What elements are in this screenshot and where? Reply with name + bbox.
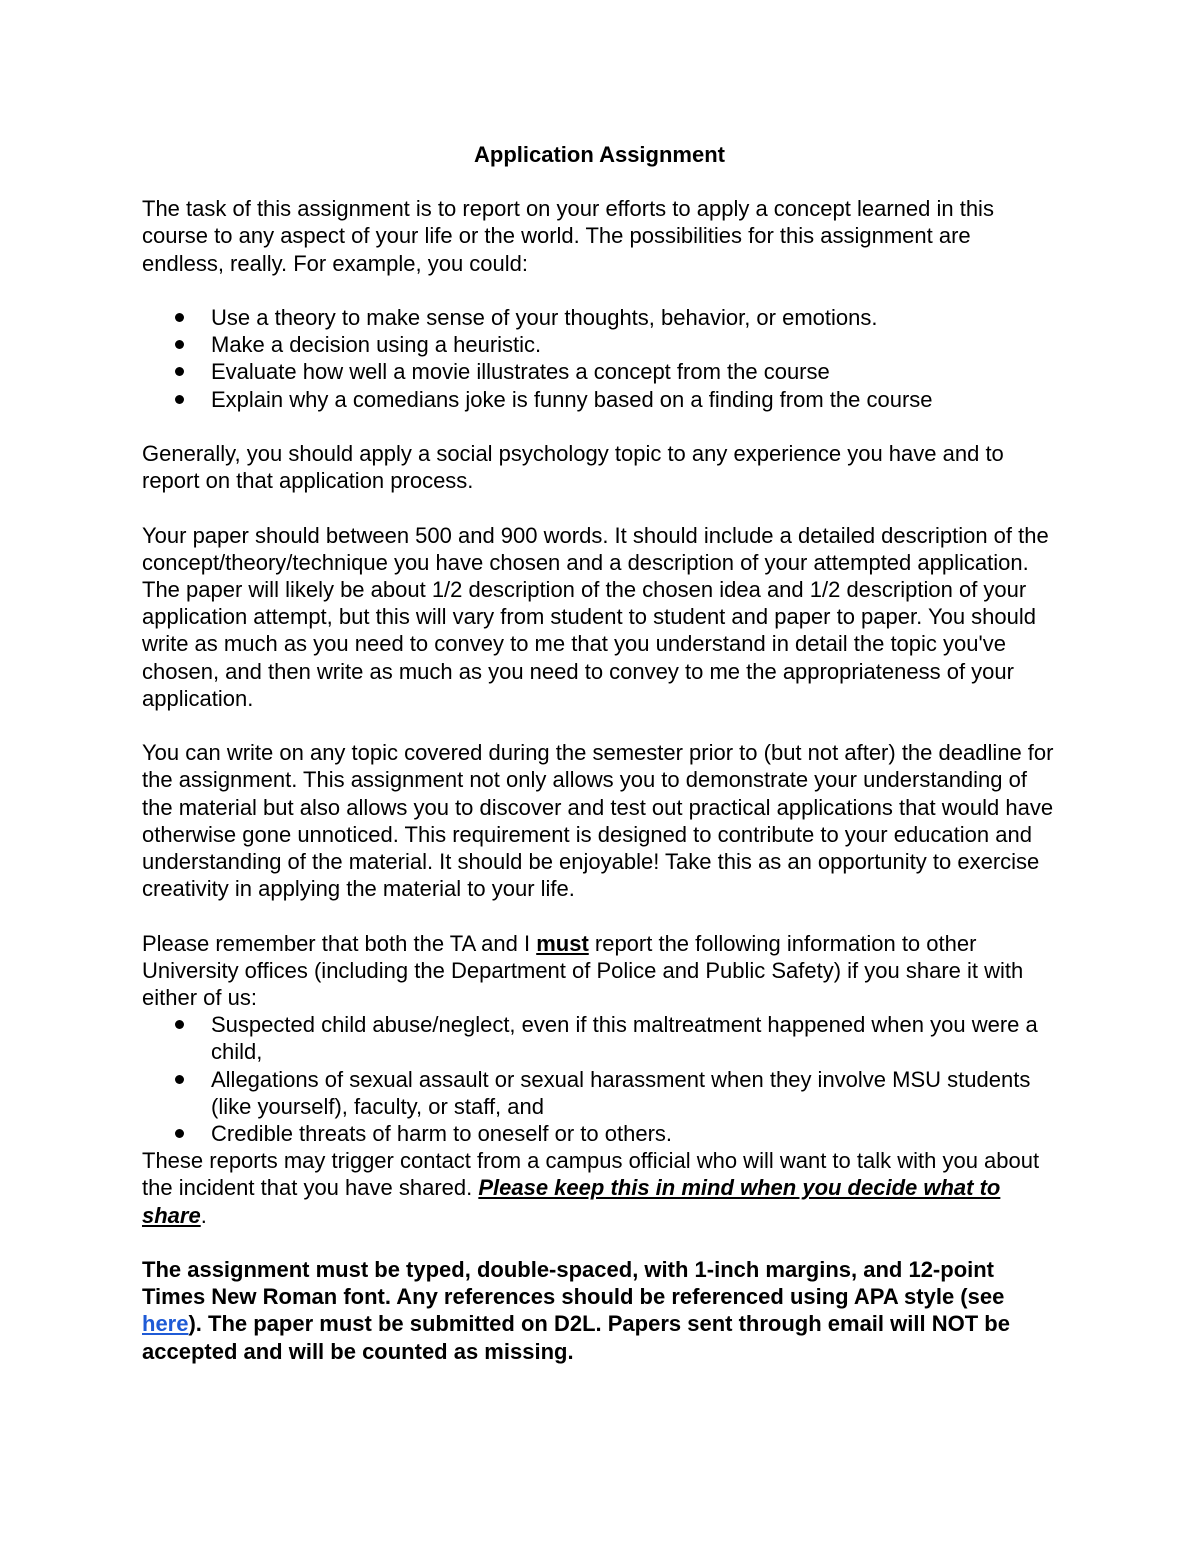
- bullet-icon: [175, 1020, 184, 1029]
- bullet-icon: [175, 313, 184, 322]
- list-item: Suspected child abuse/neglect, even if this maltreatment happened when you were a child,: [142, 1011, 1057, 1065]
- bullet-icon: [175, 1129, 184, 1138]
- requirements-paragraph: The assignment must be typed, double-spaced, with 1-inch margins, and 12-point Times New Roman font. Any references should be referenced using APA style (see here). The paper must be submitted on D2L. Papers sent through email will NOT be accepted and will be counted as missing.: [142, 1257, 1010, 1364]
- list-item: Explain why a comedians joke is funny based on a finding from the course: [142, 386, 1057, 413]
- list-item: Credible threats of harm to oneself or to others.: [142, 1120, 1057, 1147]
- length-paragraph: Your paper should between 500 and 900 words. It should include a detailed description of the concept/theory/technique you have chosen and a description of your attempted application. The paper will likely be about 1/2 description of the chosen idea and 1/2 description of your application attempt, but this will vary from student to student and paper to paper. You should write as much as you need to convey to me that you understand in detail the topic you've chosen, and then write as much as you need to convey to me the appropriateness of your application.: [142, 522, 1049, 711]
- bullet-icon: [175, 1075, 184, 1084]
- examples-list: [142, 304, 1057, 413]
- reporting-closing-paragraph: These reports may trigger contact from a campus official who will want to talk with you about the incident that you have shared. Please keep this in mind when you decide what to share.: [142, 1148, 1040, 1228]
- keep-in-mind-emphasis: Please keep this in mind when you decide what to share: [142, 1175, 1001, 1228]
- list-item: Allegations of sexual assault or sexual harassment when they involve MSU students (like yourself), faculty, or staff, and: [142, 1066, 1057, 1120]
- list-item: Use a theory to make sense of your thoughts, behavior, or emotions.: [142, 304, 1057, 331]
- document-page: [142, 141, 1057, 1392]
- apa-style-link[interactable]: here: [142, 1311, 189, 1337]
- document-title: Application Assignment: [474, 142, 725, 167]
- bullet-icon: [175, 340, 184, 349]
- reporting-paragraph: Please remember that both the TA and I must report the following information to other University offices (including the Department of Police and Public Safety) if you share it with either of us:: [142, 930, 1024, 1011]
- list-item: Make a decision using a heuristic.: [142, 331, 1057, 358]
- topic-paragraph: You can write on any topic covered during the semester prior to (but not after) the deadline for the assignment. This assignment not only allows you to demonstrate your understanding of the material but also allows you to discover and test out practical applications that would have otherwise gone unnoticed. This requirement is designed to contribute to your education and understanding of the material. It should be enjoyable! Take this as an opportunity to exercise creativity in applying the material to your life.: [142, 740, 1054, 902]
- must-emphasis: must: [536, 930, 589, 956]
- reporting-list: [142, 1011, 1057, 1147]
- bullet-icon: [175, 395, 184, 404]
- intro-paragraph: The task of this assignment is to report on your efforts to apply a concept learned in this course to any aspect of your life or the world. The possibilities for this assignment are endless, really. For example, you could:: [142, 196, 994, 276]
- list-item: Evaluate how well a movie illustrates a concept from the course: [142, 358, 1057, 385]
- bullet-icon: [175, 367, 184, 376]
- generally-paragraph: Generally, you should apply a social psychology topic to any experience you have and to report on that application process.: [142, 441, 1004, 494]
